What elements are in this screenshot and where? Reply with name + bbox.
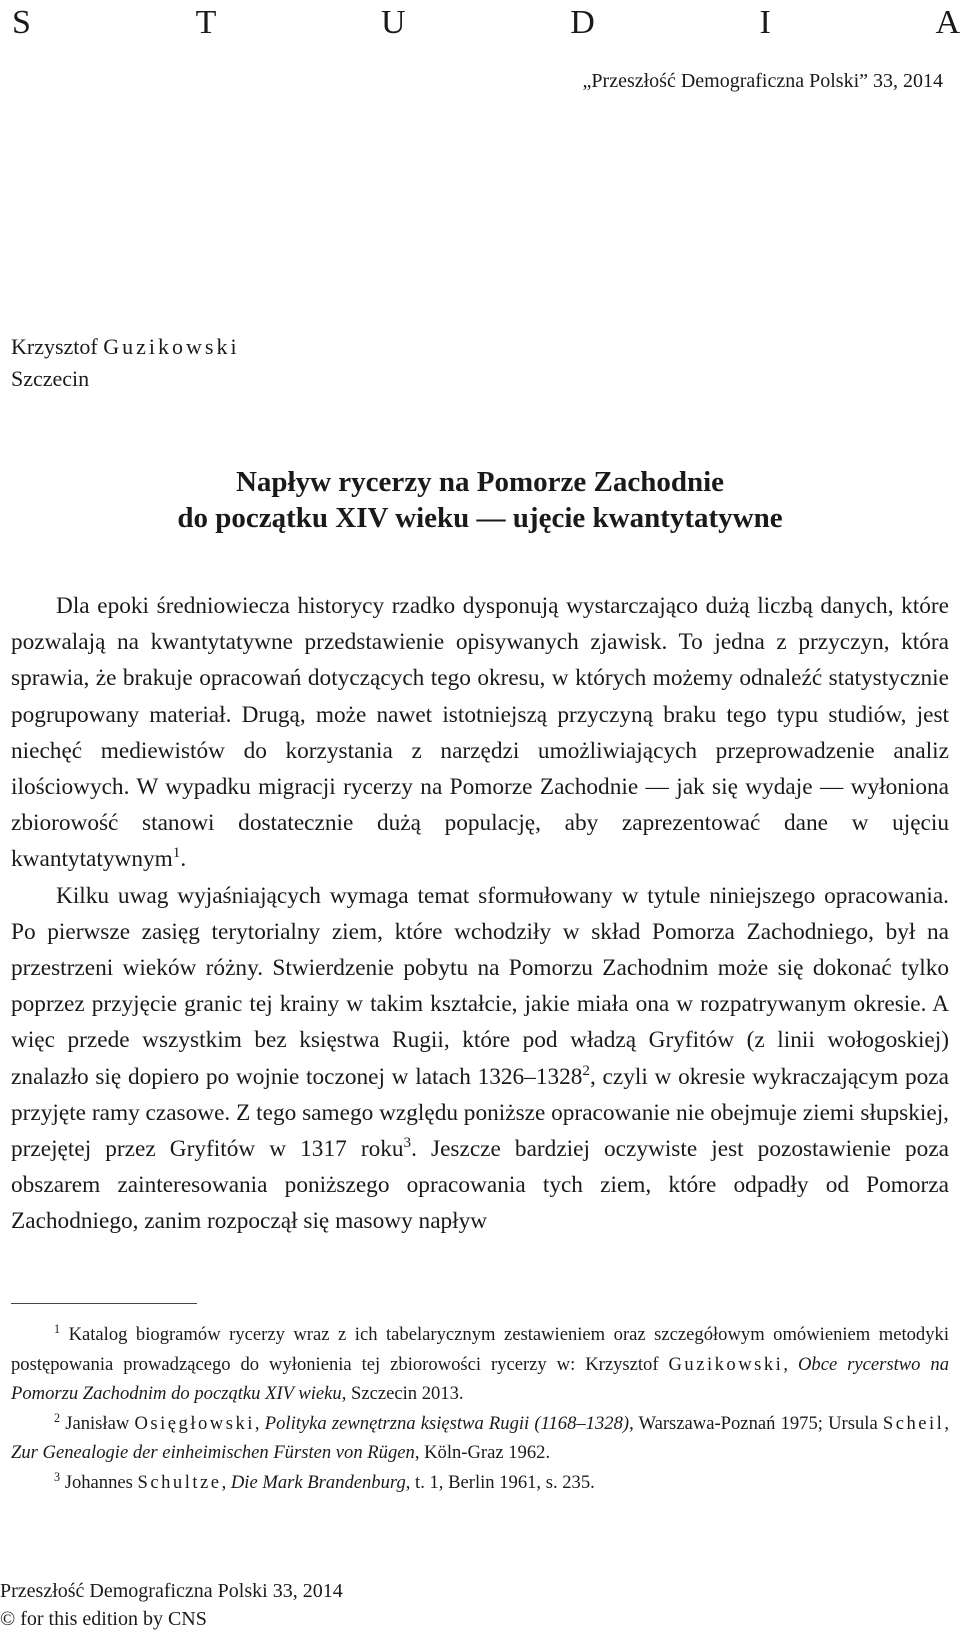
footnotes [11, 1320, 949, 1497]
footnote-title: Zur Genealogie der einheimischen Fürsten von Rügen [11, 1442, 415, 1463]
footnote-author: Scheil [882, 1412, 945, 1434]
paragraph-text: . [180, 846, 187, 873]
section-letter: D [570, 4, 595, 41]
footnote-text: , Warszawa-Poznań 1975; Ursula [629, 1412, 883, 1434]
author-block [11, 331, 240, 395]
section-letter: U [381, 4, 406, 41]
author-first-name: Krzysztof [11, 334, 98, 359]
footnote-text: Johannes [64, 1471, 138, 1493]
footer-journal: Przeszłość Demograficzna Polski 33, 2014 [0, 1580, 343, 1602]
journal-citation: „Przeszłość Demograficzna Polski” 33, 2014 [582, 70, 943, 92]
footnote-text: , t. 1, Berlin 1961, s. 235. [405, 1471, 595, 1493]
author-last-name: Guzikowski [103, 334, 240, 359]
footnote-author: Guzikowski [668, 1353, 784, 1375]
page-footer [0, 1577, 343, 1633]
paragraph [11, 588, 949, 878]
section-letter: A [935, 4, 960, 41]
paragraph [11, 878, 949, 1240]
section-letter: I [759, 4, 771, 41]
footnote-divider [11, 1303, 197, 1304]
footnote-ref: 3 [403, 1135, 412, 1152]
footnote [11, 1468, 949, 1498]
footnote-text: , Szczecin 2013. [341, 1383, 464, 1404]
title-line: Napływ rycerzy na Pomorze Zachodnie [235, 466, 725, 498]
footnote-number: 1 [54, 1321, 61, 1336]
footnote-text: Katalog biogramów rycerzy wraz z ich tabelarycznym zestawieniem oraz szczegółowym omówieniem metodyki postępowania prowadzącego do wyłonienia tej zbiorowości rycerzy w: Krzysztof [11, 1324, 949, 1375]
footnote-text: , [783, 1353, 798, 1375]
author-affiliation: Szczecin [11, 366, 90, 391]
footnote-ref: 2 [582, 1062, 590, 1079]
body-text [11, 588, 949, 1240]
footer-copyright: © for this edition by CNS [0, 1608, 207, 1630]
footnote-author: Schultze [137, 1471, 222, 1493]
section-letter: T [195, 4, 217, 41]
footnote-ref: 1 [172, 845, 181, 862]
footnote-text: , [221, 1471, 231, 1493]
paragraph-text: , czyli w okresie wykraczającym poza przyjęte ramy czasowe. Z tego samego względu poniższe opracowanie nie obejmuje ziemi słupskiej, przejętej przez Gryfitów w 1317 roku [11, 1063, 950, 1163]
footnote-title: Polityka zewnętrzna księstwa Rugii (1168–1328) [264, 1412, 630, 1434]
footnote-number: 2 [54, 1410, 61, 1425]
footnote-author: Osięgłowski [134, 1412, 255, 1434]
section-letter: S [12, 4, 31, 41]
article-title [0, 464, 960, 536]
paragraph-text: . Jeszcze bardziej oczywiste jest pozostawienie poza obszarem zainteresowania poniższego opracowania tych ziem, które odpadły od Pomorza Zachodniego, zanim rozpoczął się masowy napływ [11, 1136, 950, 1235]
footnote [11, 1409, 949, 1468]
section-header [12, 4, 960, 42]
footnote-title: Die Mark Brandenburg [230, 1471, 406, 1493]
author-name [11, 331, 240, 363]
title-line: do początku XIV wieku — ujęcie kwantytatywne [177, 502, 783, 534]
footnote-title: Obce rycerstwo na Pomorzu Zachodnim do początku XIV wieku [11, 1353, 950, 1404]
footnote [11, 1320, 949, 1409]
footnote-text: , [254, 1412, 265, 1434]
footnote-number: 3 [54, 1469, 61, 1484]
footnote-text: Janisław [65, 1412, 135, 1434]
footnote-text: , Köln-Graz 1962. [414, 1442, 551, 1463]
footnote-text: , [944, 1412, 950, 1434]
paragraph-text: Kilku uwag wyjaśniających wymaga temat sformułowany w tytule niniejszego opracowania. Po pierwsze zasięg terytorialny ziem, które wchodziły w skład Pomorza Zachodniego, był na przestrzeni wieków różny. Stwierdzenie pobytu na Pomorzu Zachodnim może się dokonać tylko poprzez przyjęcie granic tej krainy w takim kształcie, jakie miała ona w rozpatrywanym okresie. A więc przede wszystkim bez księstwa Rugii, które pod władzą Gryfitów (z linii wołogoskiej) znalazło się dopiero po wojnie toczonej w latach 1326–1328 [11, 882, 949, 1090]
paragraph-text: Dla epoki średniowiecza historycy rzadko dysponują wystarczająco dużą liczbą danych, które pozwalają na kwantytatywne przedstawienie opisywanych zjawisk. To jedna z przyczyn, która sprawia, że brakuje opracowań dotyczących tego okresu, w których możemy odnaleźć statystycznie pogrupowany materiał. Drugą, może nawet istotniejszą przyczyną braku tego typu studiów, jest niechęć mediewistów do korzystania z narzędzi umożliwiających przeprowadzenie analiz ilościowych. W wypadku migracji rycerzy na Pomorze Zachodnie — jak się wydaje — wyłoniona zbiorowość stanowi dostatecznie dużą populację, aby zaprezentować dane w ujęciu kwantytatywnym [11, 593, 949, 873]
